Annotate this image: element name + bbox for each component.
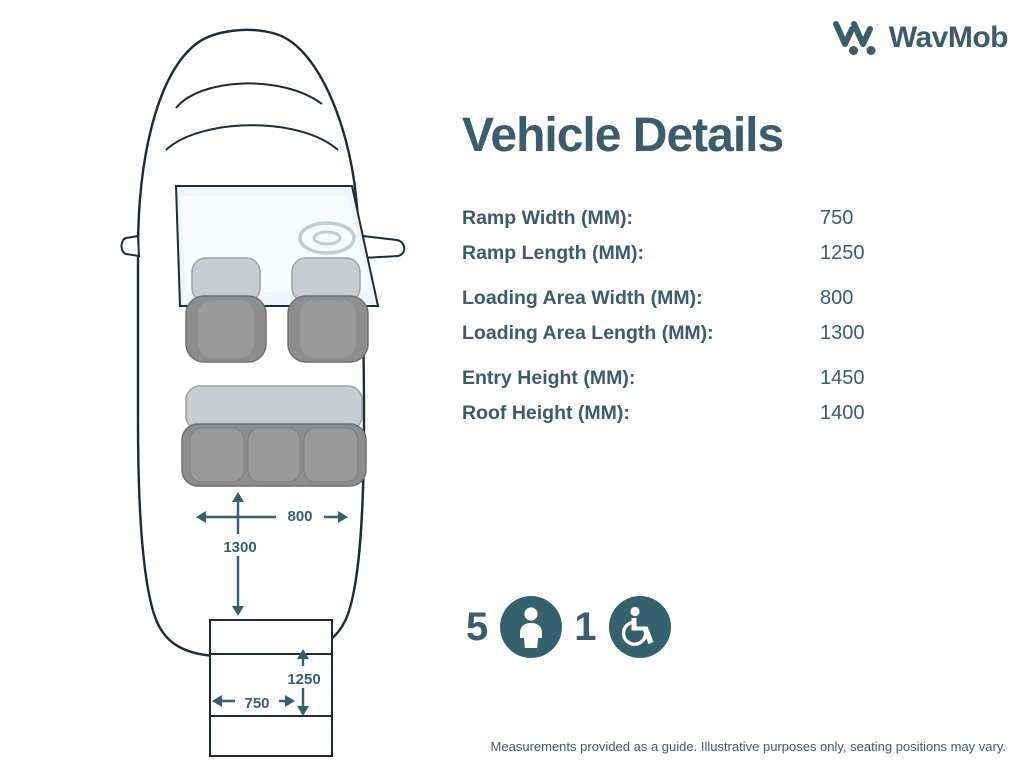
spec-label: Entry Height (MM): <box>462 367 636 389</box>
spec-row <box>462 367 1007 390</box>
spec-label: Loading Area Width (MM): <box>462 287 703 309</box>
spec-label: Roof Height (MM): <box>462 402 630 424</box>
spec-value: 800 <box>820 287 854 309</box>
loading-area-spec-group <box>462 287 1007 345</box>
spec-row <box>462 242 1007 265</box>
disclaimer-text: Measurements provided as a guide. Illustrative purposes only, seating positions may vary. <box>490 739 1006 754</box>
spec-label: Ramp Length (MM): <box>462 242 644 264</box>
spec-label: Loading Area Length (MM): <box>462 322 714 344</box>
spec-row <box>462 322 1007 345</box>
wheelchair-count: 1 <box>574 605 597 649</box>
spec-row <box>462 287 1007 310</box>
spec-row <box>462 207 1007 230</box>
wheelchair-icon <box>609 596 671 658</box>
vehicle-details-panel <box>462 108 1007 447</box>
spec-row <box>462 402 1007 425</box>
loading-width-label: 800 <box>287 508 313 525</box>
ramp-width-label: 750 <box>244 695 270 712</box>
brand-logo <box>833 18 1008 58</box>
loading-length-label: 1300 <box>223 539 257 556</box>
spec-value: 750 <box>820 207 854 229</box>
spec-label: Ramp Width (MM): <box>462 207 633 229</box>
spec-value: 1300 <box>820 322 865 344</box>
page-title: Vehicle Details <box>462 109 784 162</box>
brand-name: WavMob <box>888 21 1008 54</box>
person-icon <box>500 596 562 658</box>
spec-value: 1400 <box>820 402 865 424</box>
vehicle-diagram <box>0 0 440 768</box>
spec-value: 1450 <box>820 367 865 389</box>
spec-value: 1250 <box>820 242 865 264</box>
ramp-spec-group <box>462 207 1007 265</box>
ramp-length-label: 1250 <box>287 671 321 688</box>
passenger-count: 5 <box>466 605 489 649</box>
wavmob-double-chevron-icon <box>833 18 879 58</box>
height-spec-group <box>462 367 1007 425</box>
capacity-summary <box>466 596 671 658</box>
